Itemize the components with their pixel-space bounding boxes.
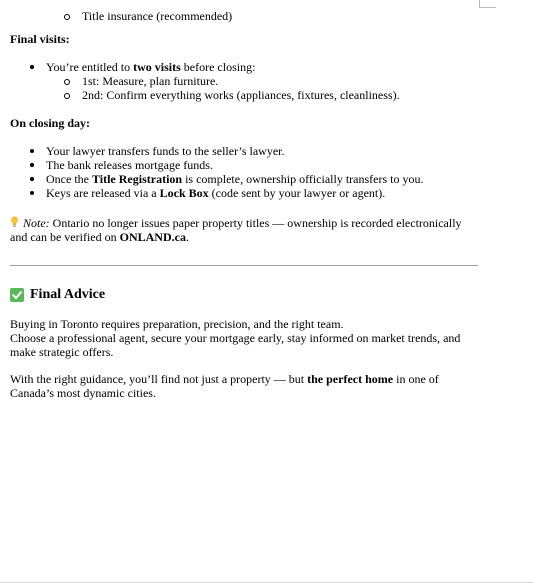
advice-text-suffix: in one of Canada’s most dynamic cities. [10,372,439,400]
item-text-suffix: (code sent by your lawyer or agent). [208,186,386,200]
final-visits-heading: Final visits: [10,32,70,46]
list-item [30,60,480,102]
item-text-bold: two visits [133,60,181,74]
document-body[interactable] [10,9,480,400]
note-paragraph [10,216,480,244]
advice-text-prefix: With the right guidance, you’ll find not just a property — but [10,372,308,386]
advice-paragraph-1 [10,317,480,359]
circle-bullet-icon [64,93,70,99]
circle-bullet-icon [64,14,70,20]
section-divider [10,265,478,266]
advice-line-2: Choose a professional agent, secure your mortgage early, stay informed on market trends, and make strategic offers. [10,331,461,359]
visits-sub-list [46,74,480,102]
list-item [30,144,480,158]
disc-bullet-icon [30,163,34,167]
item-text-prefix: You’re entitled to [46,60,134,74]
advice-line-1: Buying in Toronto requires preparation, precision, and the right team. [10,317,344,331]
advice-text-bold: the perfect home [307,372,394,386]
circle-bullet-icon [64,79,70,85]
page-bottom-edge [0,582,533,583]
item-text-prefix: Keys are released via a [46,186,160,200]
list-item [30,158,480,172]
item-text: Your lawyer transfers funds to the seller’s lawyer. [46,144,285,158]
note-label: Note: [23,216,50,230]
item-text-prefix: Once the [46,172,92,186]
sub-list-item [64,88,480,102]
list-item [64,9,480,23]
final-visits-list [10,60,480,102]
disc-bullet-icon [30,191,34,195]
final-advice-heading [10,286,480,304]
item-text-suffix: is complete, ownership officially transfers to you. [182,172,424,186]
final-advice-title: Final Advice [30,287,106,302]
list-item [30,172,480,186]
sub-item-text: 1st: Measure, plan furniture. [82,74,219,88]
disc-bullet-icon [30,149,34,153]
closing-day-list [10,144,480,200]
sub-list-item [64,74,480,88]
disc-bullet-icon [30,177,34,181]
item-text-suffix: before closing: [180,60,256,74]
lightbulb-icon [10,216,19,228]
item-text-bold: Title Registration [91,172,183,186]
title-insurance-list [10,9,480,23]
item-text: The bank releases mortgage funds. [46,158,213,172]
item-text-bold: Lock Box [159,186,209,200]
check-mark-icon [10,288,24,302]
page-corner-marker [479,0,496,8]
note-end: . [185,230,189,244]
onland-link[interactable]: ONLAND.ca [119,230,186,244]
sub-item-text: 2nd: Confirm everything works (appliances, fixtures, cleanliness). [82,88,400,102]
advice-paragraph-2 [10,372,480,400]
note-text: Ontario no longer issues paper property titles — ownership is recorded electronically and can be verified on [10,216,462,244]
closing-day-heading: On closing day: [10,116,91,130]
disc-bullet-icon [30,65,34,69]
list-item-text: Title insurance (recommended) [82,9,233,23]
list-item [30,186,480,200]
